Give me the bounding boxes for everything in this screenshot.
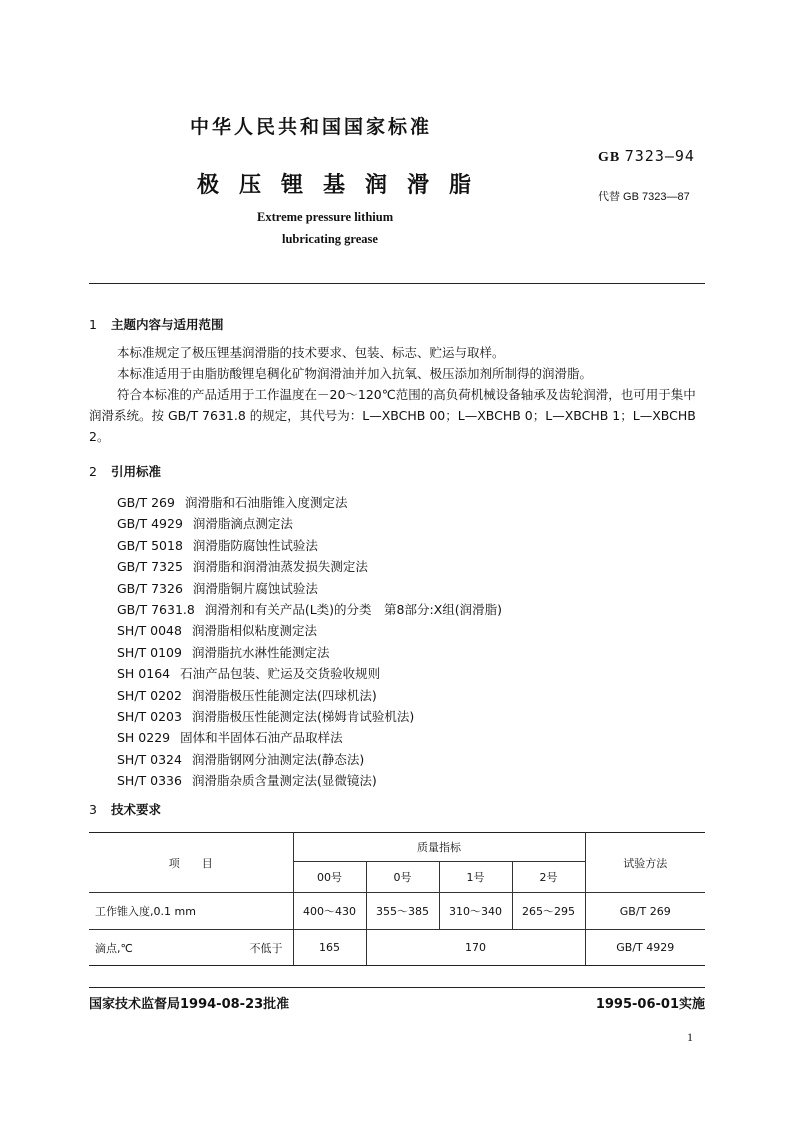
document-title: 极压锂基润滑脂: [197, 173, 492, 198]
replaces-standard: 代替 GB 7323—87: [598, 191, 690, 203]
reference-item: GB/T 269 润滑脂和石油脂锥入度测定法: [117, 495, 348, 510]
row-item-label: 滴点,℃: [95, 941, 133, 955]
section2-title: 引用标准: [111, 464, 162, 479]
reference-item: SH 0164 石油产品包装、贮运及交货验收规则: [117, 666, 381, 682]
english-title-line2: lubricating grease: [282, 232, 378, 246]
section2-heading: [89, 462, 161, 480]
row-item-dropping-point: [89, 930, 293, 966]
section1-title: 主题内容与适用范围: [111, 317, 224, 332]
row-item-qualifier: 不低于: [249, 941, 283, 955]
grade-header: 00号: [293, 862, 366, 893]
section1-number: 1: [89, 317, 97, 332]
grade-header: 0号: [366, 862, 439, 893]
item-header: 项 目: [89, 833, 293, 893]
section3-heading: [89, 800, 161, 818]
reference-item: GB/T 7325 润滑脂和润滑油蒸发损失测定法: [117, 559, 368, 575]
page-number: 1: [687, 1030, 693, 1044]
reference-item: SH/T 0202 润滑脂极压性能测定法(四球机法): [117, 687, 377, 703]
row-item-penetration: 工作锥入度,0.1 mm: [89, 893, 293, 930]
standard-number: [598, 147, 695, 166]
standard-number-value: 7323—94: [624, 147, 695, 165]
grade-header: 1号: [439, 862, 512, 893]
test-method-cell: GB/T 269: [585, 893, 705, 930]
reference-item: SH/T 0109 润滑脂抗水淋性能测定法: [117, 644, 330, 660]
reference-item: GB/T 7326 润滑脂铜片腐蚀试验法: [117, 580, 318, 596]
header-divider: [89, 283, 705, 284]
technical-requirements-table: [89, 832, 705, 966]
reference-item: GB/T 4929 润滑脂滴点测定法: [117, 516, 293, 532]
table-cell: 165: [293, 930, 366, 966]
section1-paragraph-1: 本标准规定了极压锂基润滑脂的技术要求、包装、标志、贮运与取样。: [117, 345, 505, 360]
table-cell: 310～340: [439, 893, 512, 930]
reference-item: SH/T 0336 润滑脂杂质含量测定法(显微镜法): [117, 773, 377, 789]
english-title-line1: Extreme pressure lithium: [257, 210, 394, 224]
section3-number: 3: [89, 802, 97, 817]
test-method-cell: GB/T 4929: [585, 930, 705, 966]
footer-divider: [89, 987, 705, 988]
reference-item: SH/T 0203 润滑脂极压性能测定法(梯姆肯试验机法): [117, 708, 415, 724]
reference-item: SH/T 0048 润滑脂相似粘度测定法: [117, 623, 317, 639]
reference-list: [117, 492, 617, 791]
table-cell: 355～385: [366, 893, 439, 930]
standard-prefix: GB: [598, 150, 621, 165]
implementation-date: 1995-06-01实施: [595, 997, 705, 1012]
approval-date: 国家技术监督局1994-08-23批准: [89, 997, 290, 1012]
national-standard-title: 中华人民共和国国家标准: [190, 116, 433, 138]
table-cell: 265～295: [512, 893, 585, 930]
section3-title: 技术要求: [111, 802, 162, 817]
grade-header: 2号: [512, 862, 585, 893]
reference-item: SH/T 0324 润滑脂钢网分油测定法(静态法): [117, 751, 365, 767]
reference-item: SH 0229 固体和半固体石油产品取样法: [117, 730, 343, 746]
section2-number: 2: [89, 464, 97, 479]
table-cell: 400～430: [293, 893, 366, 930]
section1-paragraph-3: 符合本标准的产品适用于工作温度在－20～120℃范围的高负荷机械设备轴承及齿轮润滑，也可用于集中润滑系统。按 GB/T 7631.8 的规定，其代号为：L—XBCHB 00；L—XBCHB 0；L—XBCHB 1；L—XBCHB 2。: [89, 387, 696, 444]
section1-paragraph-2: 本标准适用于由脂肪酸锂皂稠化矿物润滑油并加入抗氧、极压添加剂所制得的润滑脂。: [117, 366, 593, 381]
table-cell: 170: [366, 930, 585, 966]
method-header: 试验方法: [585, 833, 705, 893]
quality-header: 质量指标: [293, 833, 585, 862]
reference-item: GB/T 5018 润滑脂防腐蚀性试验法: [117, 537, 318, 553]
reference-item: GB/T 7631.8 润滑剂和有关产品(L类)的分类 第8部分:X组(润滑脂): [117, 601, 503, 617]
section1-heading: [89, 315, 224, 333]
